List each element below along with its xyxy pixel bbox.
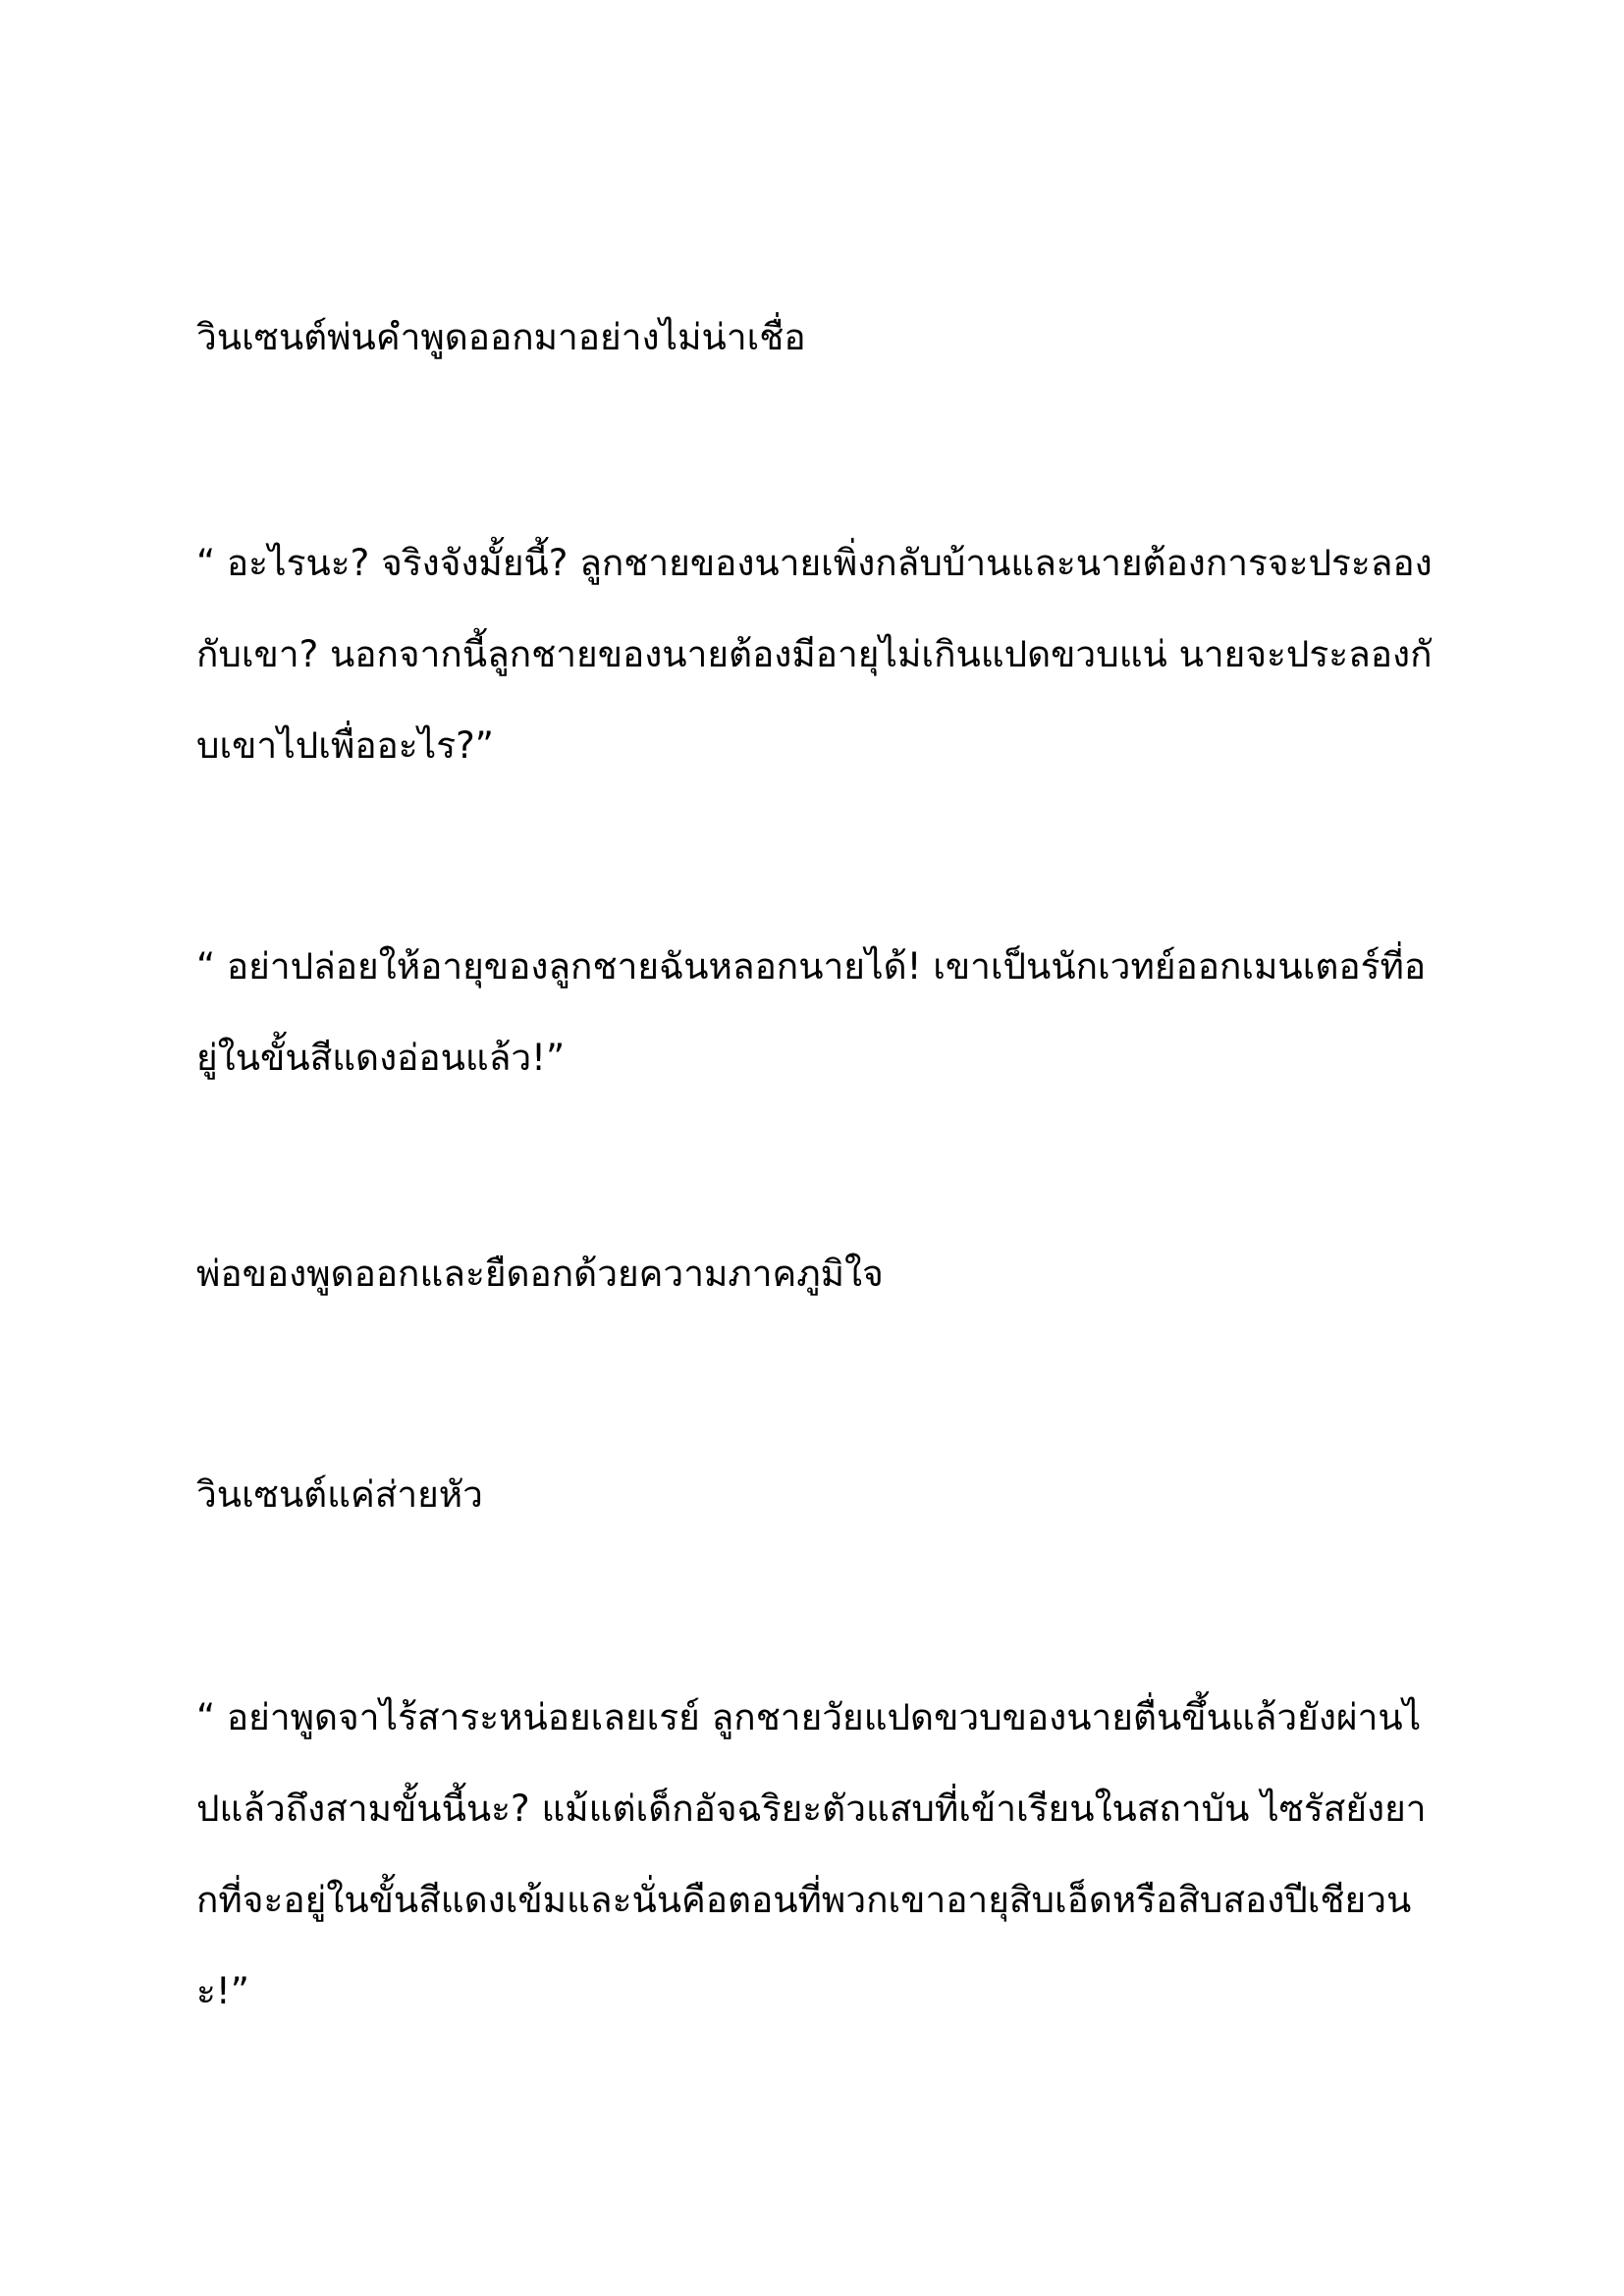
paragraph-narration-2: พ่อของพูดออกและยืดอกด้วยความภาคภูมิใจ — [196, 1253, 884, 1295]
paragraph-dialogue-vincent-1: “ อะไรนะ? จริงจังมั้ยนี้? ลูกชายของนายเพิ่งกลับบ้านและนายต้องการจะประลองกับเขา? นอกจากนี้ลูกชายของนายต้องมีอายุไม่เกินแปดขวบแน่ นายจะประลองกับเขาไปเพื่ออะไร?” — [196, 542, 1433, 767]
paragraph-narration-1: วินเซนต์พ่นคำพูดออกมาอย่างไม่น่าเชื่อ — [196, 316, 806, 358]
paragraph-narration-3: วินเซนต์แค่ส่ายหัว — [196, 1473, 483, 1516]
paragraph-dialogue-father: “ อย่าปล่อยให้อายุของลูกชายฉันหลอกนายได้! เขาเป็นนักเวทย์ออกเมนเตอร์ที่อยู่ในขั้นสีแดงอ่อนแล้ว!” — [196, 945, 1427, 1079]
paragraph-dialogue-vincent-2: “ อย่าพูดจาไร้สาระหน่อยเลยเรย์ ลูกชายวัยแปดขวบของนายตื่นขึ้นแล้วยังผ่านไปแล้วถึงสามขั้นนี้นะ? แม้แต่เด็กอัจฉริยะตัวแสบที่เข้าเรียนในสถาบัน ไซรัสยังยากที่จะอยู่ในขั้นสีแดงเข้มและนั่นคือตอนที่พวกเขาอายุสิบเอ็ดหรือสิบสองปีเชียวนะ!” — [196, 1696, 1427, 2012]
